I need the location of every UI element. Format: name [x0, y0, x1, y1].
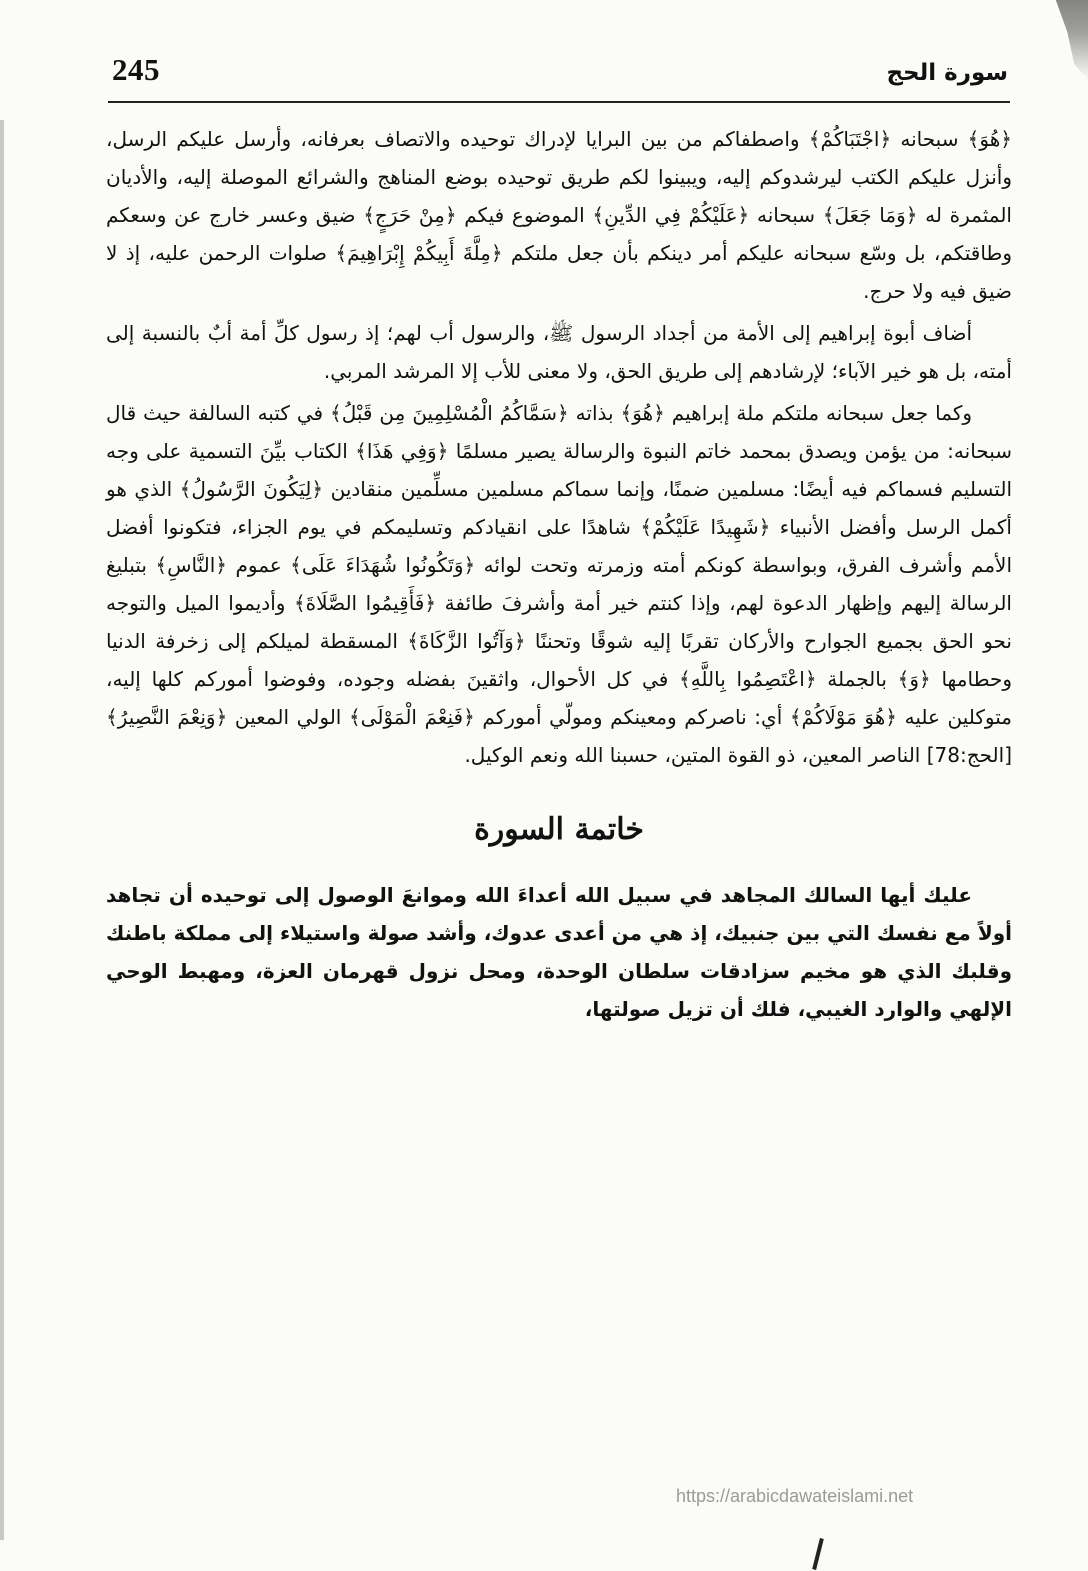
- watermark-url: https://arabicdawateislami.net: [676, 1486, 914, 1506]
- section-title: خاتمة السورة: [474, 812, 644, 847]
- page-number: 245: [112, 52, 160, 87]
- scan-edge-shadow: [1042, 0, 1088, 80]
- paragraph-1: ﴿هُوَ﴾ سبحانه ﴿اجْتَبَاكُمْ﴾ واصطفاكم من بين البرايا لإدراك توحيده والاتصاف بعرفانه، وأرسل عليكم الرسل، وأنزل عليكم الكتب ليرشدوكم إليه، ويبينوا لكم طريق توحيده بوضع المناهج والشرائع الموصلة إليه، والأديان المثمرة له ﴿وَمَا جَعَلَ﴾ سبحانه ﴿عَلَيْكُمْ فِي الدِّينِ﴾ الموضوع فيكم ﴿مِنْ حَرَجٍ﴾ ضيق وعسر خارج عن وسعكم وطاقتكم، بل وسّع سبحانه عليكم أمر دينكم بأن جعل ملتكم ﴿مِلَّةَ أَبِيكُمْ إِبْرَاهِيمَ﴾ صلوات الرحمن عليه، إذ لا ضيق فيه ولا حرج.: [106, 127, 1012, 303]
- header-divider: [108, 101, 1010, 103]
- pen-stroke-mark: [812, 1538, 824, 1570]
- scan-left-edge: [0, 120, 4, 1540]
- closing-paragraph: عليك أيها السالك المجاهد في سبيل الله أعداءَ الله وموانعَ الوصول إلى توحيده أن تجاهد أولاً مع نفسك التي بين جنبيك، إذ هي من أعدى عدوك، وأشد صولة واستيلاء إلى مملكة باطنك وقلبك الذي هو مخيم سزادقات سلطان الوحدة، ومحل نزول قهرمان العزة، ومهبط الوحي الإلهي والوارد الغيبي، فلك أن تزيل صولتها،: [106, 883, 1012, 1021]
- running-header-surah-name: سورة الحج: [886, 60, 1008, 86]
- page-body: [106, 120, 1012, 1032]
- paragraph-3: وكما جعل سبحانه ملتكم ملة إبراهيم ﴿هُوَ﴾ بذاته ﴿سَمَّاكُمُ الْمُسْلِمِينَ مِن قَبْلُ﴾ في كتبه السالفة حيث قال سبحانه: من يؤمن ويصدق بمحمد خاتم النبوة والرسالة يصير مسلمًا ﴿وَفِي هَذَا﴾ الكتاب بيِّنَ التسمية على وجه التسليم فسماكم فيه أيضًا: مسلمين ضمنًا، وإنما سماكم مسلمين مسلِّمين منقادين ﴿لِيَكُونَ الرَّسُولُ﴾ الذي هو أكمل الرسل وأفضل الأنبياء ﴿شَهِيدًا عَلَيْكُمْ﴾ شاهدًا على انقيادكم وتسليمكم في يوم الجزاء، فتكونوا أفضل الأمم وأشرف الفرق، وبواسطة كونكم أمته وزمرته وتحت لوائه ﴿وَتَكُونُوا شُهَدَاءَ عَلَى﴾ عموم ﴿النَّاسِ﴾ بتبليغ الرسالة إليهم وإظهار الدعوة لهم، وإذا كنتم خير أمة وأشرفَ طائفة ﴿فَأَقِيمُوا الصَّلَاةَ﴾ وأديموا الميل والتوجه نحو الحق بجميع الجوارح والأركان تقربًا إليه شوقًا وتحننًا ﴿وَآتُوا الزَّكَاةَ﴾ المسقطة لميلكم إلى زخرفة الدنيا وحطامها ﴿وَ﴾ بالجملة ﴿اعْتَصِمُوا بِاللَّهِ﴾ في كل الأحوال، واثقينَ بفضله وجوده، وفوضوا أموركم كلها إليه، متوكلين عليه ﴿هُوَ مَوْلَاكُمْ﴾ أي: ناصركم ومعينكم ومولّي أموركم ﴿فَنِعْمَ الْمَوْلَى﴾ الولي المعين ﴿وَنِعْمَ النَّصِيرُ﴾ [الحج:78] الناصر المعين، ذو القوة المتين، حسبنا الله ونعم الوكيل.: [106, 401, 1012, 767]
- paragraph-2: أضاف أبوة إبراهيم إلى الأمة من أجداد الرسول ﷺ، والرسول أب لهم؛ إذ رسول كلِّ أمة أبٌ بالنسبة إلى أمته، بل هو خير الآباء؛ لإرشادهم إلى طريق الحق، ولا معنى للأب إلا المرشد المربي.: [106, 321, 1012, 383]
